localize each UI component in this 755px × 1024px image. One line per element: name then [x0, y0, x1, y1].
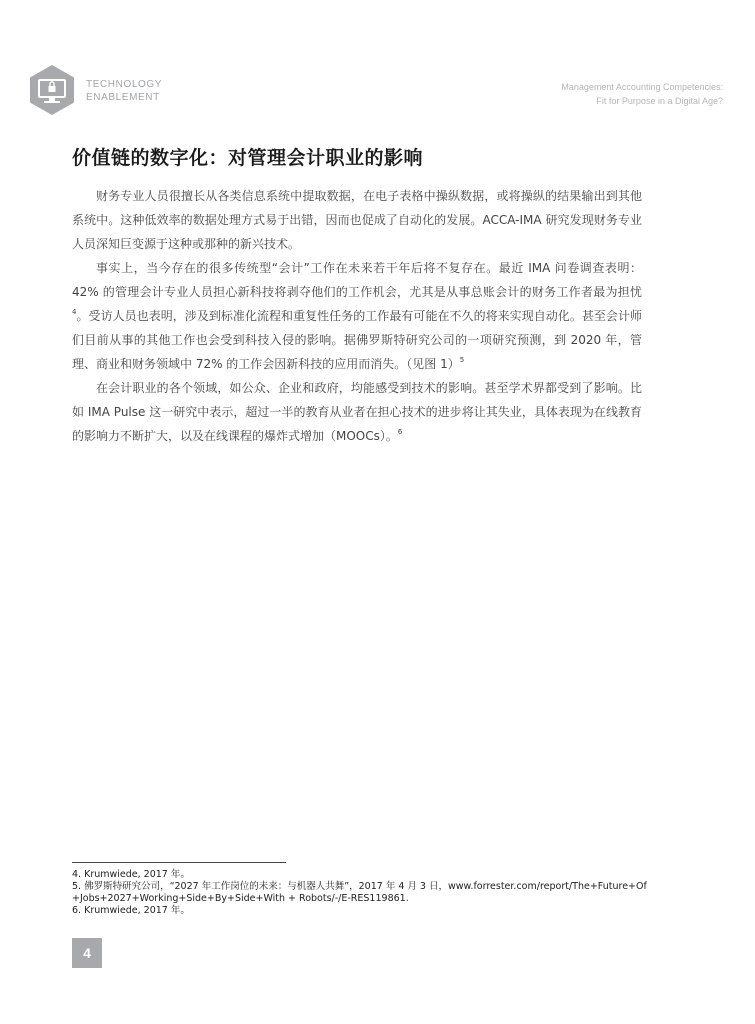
computer-lock-icon — [28, 64, 76, 116]
footnote-ref-4[interactable]: 4 — [72, 308, 77, 316]
paragraph-3 — [72, 376, 642, 448]
report-title-line1: Management Accounting Competencies: — [561, 82, 723, 92]
section-tag — [86, 78, 162, 104]
paragraph-1: 财务专业人员很擅长从各类信息系统中提取数据，在电子表格中操纵数据，或将操纵的结果输出到其他系统中。这种低效率的数据处理方式易于出错，因而也促成了自动化的发展。ACCA-IMA 研究发现财务专业人员深知巨变源于这种或那种的新兴技术。 — [72, 189, 642, 251]
paragraph-3-text: 在会计职业的各个领域，如公众、企业和政府，均能感受到技术的影响。甚至学术界都受到了影响。比如 IMA Pulse 这一研究中表示，超过一半的教育从业者在担心技术的进步将让其失业，具体表现为在线教育的影响力不断扩大，以及在线课程的爆炸式增加（MOOCs）。 — [72, 381, 642, 443]
section-tag-line2: ENABLEMENT — [86, 92, 160, 103]
page-number: 4 — [72, 938, 102, 968]
paragraph-2-part-a: 事实上，当今存在的很多传统型“会计”工作在未来若干年后将不复存在。最近 IMA 问卷调查表明：42% 的管理会计专业人员担心新科技将剥夺他们的工作机会，尤其是从事总账会计的财务工作者最为担忧 — [72, 261, 642, 299]
page-title: 价值链的数字化：对管理会计职业的影响 — [72, 147, 424, 169]
report-title-line2: Fit for Purpose in a Digital Age? — [596, 96, 723, 106]
footnote-4: 4. Krumwiede, 2017 年。 — [72, 869, 190, 880]
report-title — [561, 80, 723, 108]
paragraph-2-part-b: 。受访人员也表明，涉及到标准化流程和重复性任务的工作最有可能在不久的将来实现自动化。甚至会计师们目前从事的其他工作也会受到科技入侵的影响。据佛罗斯特研究公司的一项研究预测，到 2020 年，管理、商业和财务领域中 72% 的工作会因新科技的应用而消失。（见图 1） — [72, 309, 643, 371]
body-text — [72, 184, 642, 448]
footnote-6: 6. Krumwiede, 2017 年。 — [72, 905, 190, 916]
footnote-divider — [72, 862, 286, 863]
paragraph-2 — [72, 256, 642, 376]
section-tag-line1: TECHNOLOGY — [86, 79, 163, 90]
footnotes — [72, 869, 647, 917]
footnote-ref-5[interactable]: 5 — [459, 356, 465, 364]
footnote-ref-6[interactable]: 6 — [397, 428, 403, 436]
footnote-5: 5. 佛罗斯特研究公司，“2027 年工作岗位的未来：与机器人共舞”，2017 年 4 月 3 日，www.forrester.com/report/The+Future+Of+Jobs+2027+Working+Side+By+Side+With + Robots/-/E-RES119861. — [72, 881, 647, 904]
